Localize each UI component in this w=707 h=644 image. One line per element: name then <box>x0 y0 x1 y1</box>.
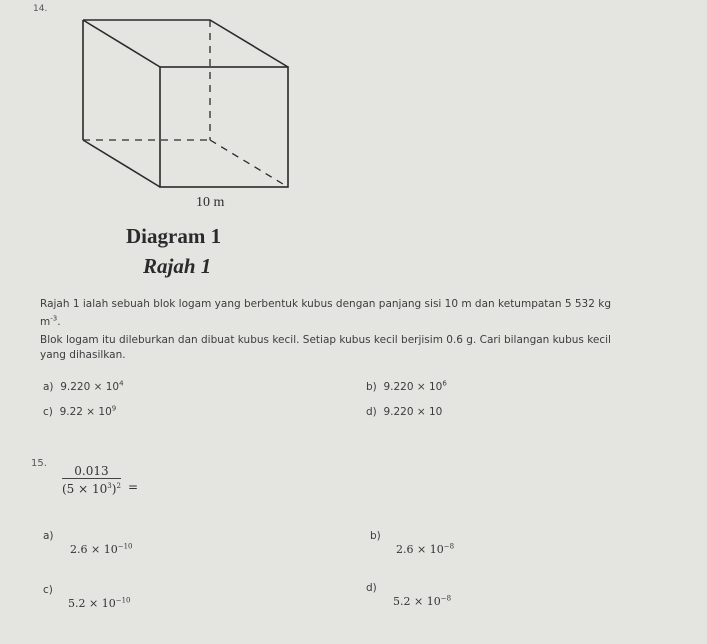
fraction <box>62 464 121 496</box>
q15-option-b-label[interactable]: b) <box>370 530 381 542</box>
q14-option-b[interactable]: b) $9.220 \times 10^6$ <box>366 379 447 393</box>
q15-option-a-label[interactable]: a) <box>43 530 54 542</box>
question-14-paragraph-2: Blok logam itu dileburkan dan dibuat kubus kecil. Setiap kubus kecil berjisim 0.6 g. Cari bilangan kubus kecil <box>40 334 611 346</box>
cube-side-label: 10 m <box>196 195 225 210</box>
q15-option-d[interactable]: $5.2 \times 10^{-8}$ <box>393 594 452 608</box>
fraction-numerator: 0.013 <box>74 464 109 478</box>
cube-top-left-edge <box>83 20 160 67</box>
equals-sign: = <box>128 480 139 494</box>
diagram-subtitle: Rajah 1 <box>143 254 212 278</box>
question-14-paragraph-3: yang dihasilkan. <box>40 349 126 361</box>
q14-option-c[interactable]: c) $9.22 \times 10^9$ <box>43 404 117 418</box>
question-14-number: 14. <box>33 4 48 14</box>
q14-option-d[interactable]: d) 9.220 × 10 <box>366 406 443 418</box>
q15-option-c-label[interactable]: c) <box>43 584 53 596</box>
q15-option-b[interactable]: $2.6 \times 10^{-8}$ <box>396 542 455 556</box>
fraction-denominator: $(5 \times 10^3)^2$ <box>62 478 121 496</box>
question-15-number: 15. <box>31 458 47 469</box>
cube-diagram <box>0 0 707 200</box>
diagram-title: Diagram 1 <box>126 224 222 248</box>
q15-option-c[interactable]: $5.2 \times 10^{-10}$ <box>68 596 131 610</box>
cube-back-top-edges <box>83 20 288 67</box>
cube-hidden-depth-edge <box>210 140 288 187</box>
q15-option-a[interactable]: $2.6 \times 10^{-10}$ <box>70 542 133 556</box>
cube-front-face <box>160 67 288 187</box>
q14-option-a[interactable]: a) $9.220 \times 10^4$ <box>43 379 124 393</box>
question-14-density-unit: $m^{-3}$. <box>40 314 61 328</box>
question-14-paragraph-1: Rajah 1 ialah sebuah blok logam yang berbentuk kubus dengan panjang sisi 10 m dan ketumpatan 5 532 kg <box>40 298 611 310</box>
q15-option-d-label[interactable]: d) <box>366 582 377 594</box>
question-15-expression <box>62 464 138 497</box>
cube-bottom-left-edge <box>83 140 160 187</box>
